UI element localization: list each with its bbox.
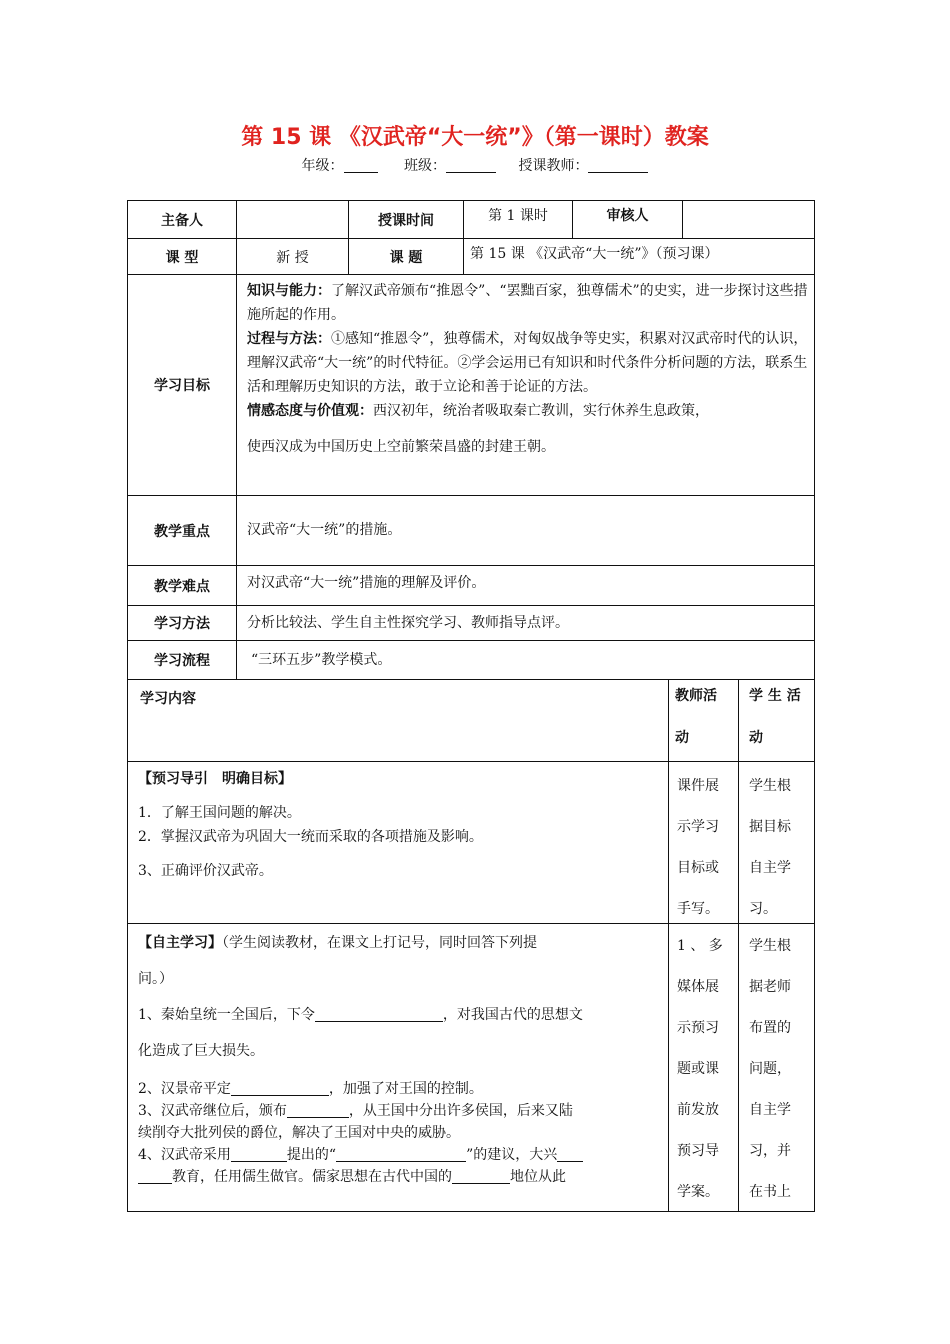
q1-text: 1、秦始皇统一全国后，下令 xyxy=(138,1007,315,1023)
self-study-teacher-activity xyxy=(668,923,739,1212)
q1-blank[interactable] xyxy=(315,1005,443,1022)
q4-text: 提出的“ xyxy=(286,1147,337,1163)
activity-line: 课件展 xyxy=(677,778,719,794)
q4-blank[interactable] xyxy=(231,1145,287,1162)
grade-blank xyxy=(344,158,378,173)
q3-text: 3、汉武帝继位后，颁布 xyxy=(138,1103,287,1119)
preview-section xyxy=(127,761,669,924)
q4-text: 教育，任用儒生做官。儒家思想在古代中国的 xyxy=(172,1169,452,1185)
teacher-blank xyxy=(588,158,648,173)
activity-line: 习。 xyxy=(749,901,777,917)
activity-line: 媒体展 xyxy=(677,979,719,995)
method-value: 分析比较法、学生自主性探究学习、教师指导点评。 xyxy=(236,605,815,641)
grade-label: 年级： xyxy=(301,158,344,174)
activity-line: 题或课 xyxy=(677,1061,719,1077)
q1-text-end: 化造成了巨大损失。 xyxy=(138,1043,264,1059)
goals-label: 学习目标 xyxy=(127,274,237,496)
activity-line: 自主学 xyxy=(749,860,791,876)
activity-line: 学案。 xyxy=(677,1184,719,1200)
activity-line: 示学习 xyxy=(677,819,719,835)
author-label: 主备人 xyxy=(127,200,237,239)
activity-line: 前发放 xyxy=(677,1102,719,1118)
emotion-heading: 情感态度与价值观： xyxy=(247,403,373,419)
process-heading: 过程与方法： xyxy=(247,331,331,347)
subtitle-fields xyxy=(0,155,950,175)
preview-item: 1．了解王国问题的解决。 xyxy=(138,805,301,821)
time-label: 授课时间 xyxy=(348,200,464,239)
activity-line: 学生根 xyxy=(749,938,791,954)
q3-text: ，从王国中分出许多侯国，后来又陆 xyxy=(348,1103,573,1119)
self-study-intro-2: 问。） xyxy=(138,971,173,987)
q4-blank[interactable] xyxy=(336,1145,466,1162)
student-header-line: 动 xyxy=(749,730,763,746)
process-text: ①感知“推恩令”，独尊儒术，对匈奴战争等史实，积累对汉武帝时代的认识，理解汉武帝“大一统”的时代特征。②学会运用已有知识和时代条件分析问题的方法，联系生活和理解历史知识的方法，敢于立论和善于论证的方法。 xyxy=(247,331,808,395)
q4-text: 地位从此 xyxy=(510,1169,566,1185)
activity-line: 问题， xyxy=(749,1061,791,1077)
knowledge-heading: 知识与能力： xyxy=(247,283,331,299)
q4-text: 4、汉武帝采用 xyxy=(138,1147,231,1163)
activity-line: 目标或 xyxy=(677,860,719,876)
page-title: 第 15 课 《汉武帝“大一统”》（第一课时）教案 xyxy=(241,125,709,150)
teacher-label: 授课教师： xyxy=(518,158,589,174)
author-value xyxy=(236,200,349,239)
activity-line: 预习导 xyxy=(677,1143,719,1159)
key-point-value: 汉武帝“大一统”的措施。 xyxy=(236,495,815,566)
q4-text: ”的建议，大兴 xyxy=(466,1147,558,1163)
preview-teacher-activity xyxy=(668,761,739,924)
self-study-student-activity xyxy=(738,923,815,1212)
reviewer-label: 审核人 xyxy=(572,200,683,239)
class-blank xyxy=(446,158,496,173)
q4-blank[interactable] xyxy=(452,1167,510,1184)
emotion-text: 西汉初年，统治者吸取秦亡教训，实行休养生息政策， xyxy=(373,403,709,419)
activity-line: 习，并 xyxy=(749,1143,791,1159)
type-label: 课 型 xyxy=(127,238,237,275)
difficulty-value: 对汉武帝“大一统”措施的理解及评价。 xyxy=(236,565,815,606)
activity-line: 手写。 xyxy=(677,901,719,917)
q4-blank[interactable] xyxy=(557,1145,583,1162)
preview-student-activity xyxy=(738,761,815,924)
preview-item: 3、正确评价汉武帝。 xyxy=(138,863,273,879)
teacher-header-line: 教师活 xyxy=(675,688,717,704)
goals-content xyxy=(236,274,815,496)
class-label: 班级： xyxy=(404,158,446,174)
difficulty-label: 教学难点 xyxy=(127,565,237,606)
topic-label: 课 题 xyxy=(348,238,464,275)
content-header: 学习内容 xyxy=(127,679,669,762)
activity-line: 1 、 多 xyxy=(677,938,723,954)
q4-blank[interactable] xyxy=(138,1167,172,1184)
q1-text: ，对我国古代的思想文 xyxy=(442,1007,583,1023)
activity-line: 据老师 xyxy=(749,979,791,995)
knowledge-text: 了解汉武帝颁布“推恩令”、“罢黜百家，独尊儒术”的史实，进一步探讨这些措施所起的作用。 xyxy=(247,283,808,323)
type-value: 新 授 xyxy=(236,238,349,275)
q2-blank[interactable] xyxy=(231,1079,329,1096)
teacher-header-line: 动 xyxy=(675,730,689,746)
topic-value: 第 15 课 《汉武帝“大一统”》（预习课） xyxy=(463,238,815,275)
key-point-label: 教学重点 xyxy=(127,495,237,566)
self-study-heading: 【自主学习】 xyxy=(138,935,222,951)
reviewer-value xyxy=(682,200,815,239)
method-label: 学习方法 xyxy=(127,605,237,641)
flow-label: 学习流程 xyxy=(127,640,237,680)
emotion-text-2: 使西汉成为中国历史上空前繁荣昌盛的封建王朝。 xyxy=(247,439,555,455)
preview-item: 2．掌握汉武帝为巩固大一统而采取的各项措施及影响。 xyxy=(138,829,483,845)
activity-line: 布置的 xyxy=(749,1020,791,1036)
student-activity-header xyxy=(738,679,815,762)
activity-line: 据目标 xyxy=(749,819,791,835)
teacher-activity-header xyxy=(668,679,739,762)
self-study-intro: （学生阅读教材，在课文上打记号，同时回答下列提 xyxy=(222,935,537,951)
q2-text: ，加强了对王国的控制。 xyxy=(328,1081,483,1097)
q3-text-end: 续削夺大批列侯的爵位，解决了王国对中央的威胁。 xyxy=(138,1125,460,1141)
q3-blank[interactable] xyxy=(287,1101,349,1118)
student-header-line: 学 生 活 xyxy=(749,688,801,704)
activity-line: 学生根 xyxy=(749,778,791,794)
q2-text: 2、汉景帝平定 xyxy=(138,1081,231,1097)
preview-heading: 【预习导引 明确目标】 xyxy=(138,771,292,787)
activity-line: 自主学 xyxy=(749,1102,791,1118)
time-value: 第 1 课时 xyxy=(463,200,573,239)
activity-line: 示预习 xyxy=(677,1020,719,1036)
self-study-section xyxy=(127,923,669,1212)
activity-line: 在书上 xyxy=(749,1184,791,1200)
flow-value: “三环五步”教学模式。 xyxy=(236,640,815,680)
